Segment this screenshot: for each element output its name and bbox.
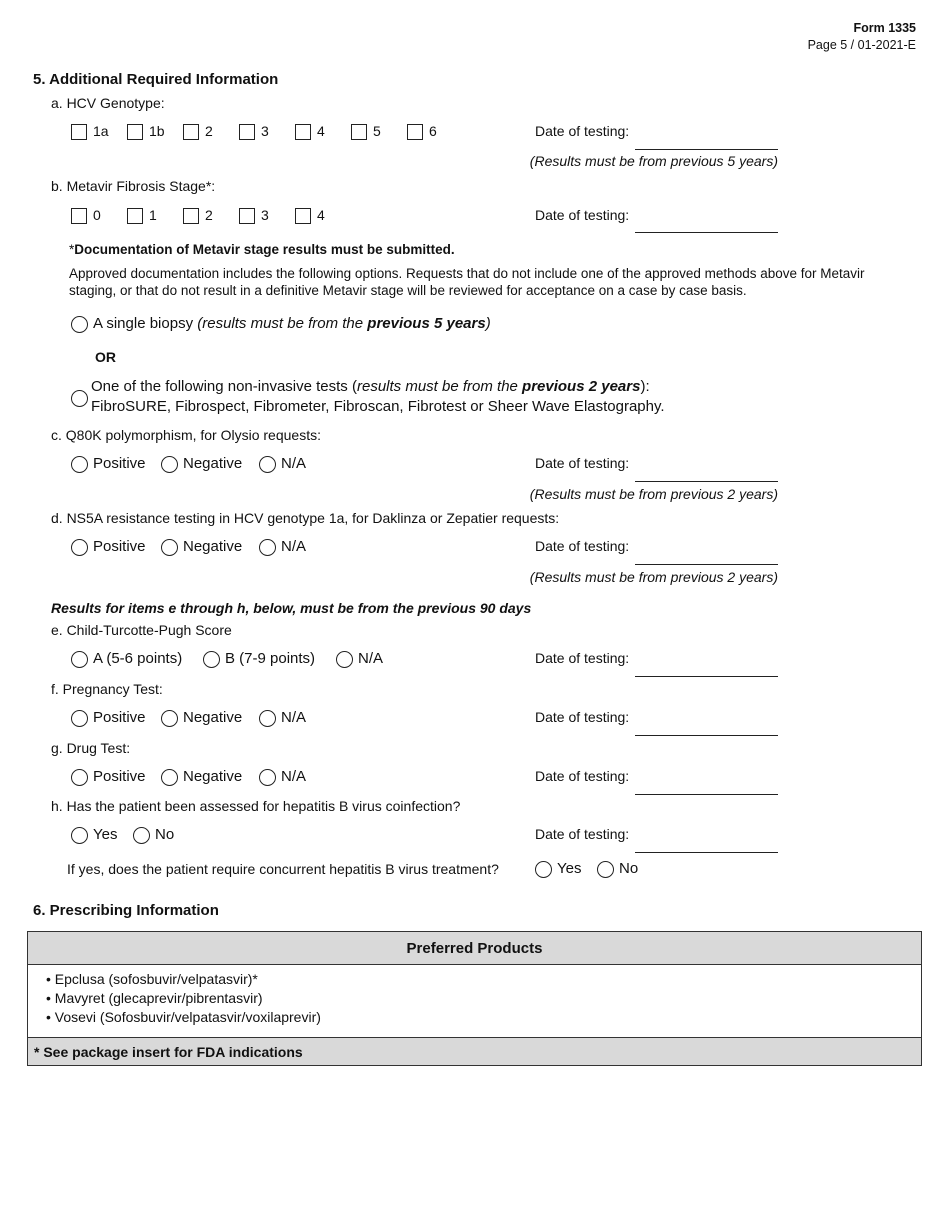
radio-circle[interactable] xyxy=(203,651,220,668)
drug-positive-radio[interactable]: Positive xyxy=(71,768,146,786)
ns5a-date-label: Date of testing: xyxy=(535,538,630,554)
checkbox-box[interactable] xyxy=(71,208,87,224)
genotype-1b-checkbox[interactable]: 1b xyxy=(127,123,165,140)
radio-circle[interactable] xyxy=(161,456,178,473)
radio-circle[interactable] xyxy=(259,456,276,473)
radio-circle[interactable] xyxy=(161,539,178,556)
pregnancy-date-label: Date of testing: xyxy=(535,709,630,725)
ns5a-negative-radio[interactable]: Negative xyxy=(161,538,242,556)
metavir-4-checkbox[interactable]: 4 xyxy=(295,207,325,224)
pregnancy-positive-radio[interactable]: Positive xyxy=(71,709,146,727)
drug-date-label: Date of testing: xyxy=(535,768,630,784)
list-item: • Epclusa (sofosbuvir/velpatasvir)* xyxy=(46,970,921,989)
pregnancy-test-label: f. Pregnancy Test: xyxy=(51,681,163,697)
radio-circle[interactable] xyxy=(71,769,88,786)
metavir-3-checkbox[interactable]: 3 xyxy=(239,207,269,224)
hepb-date-label: Date of testing: xyxy=(535,826,630,842)
checkbox-box[interactable] xyxy=(183,124,199,140)
checkbox-box[interactable] xyxy=(71,124,87,140)
single-biopsy-radio[interactable]: A single biopsy (results must be from the previous 5 years) xyxy=(71,315,491,333)
table-footer-note: * See package insert for FDA indications xyxy=(28,1038,922,1066)
hepb-date-field[interactable] xyxy=(635,834,778,853)
genotype-5-checkbox[interactable]: 5 xyxy=(351,123,381,140)
metavir-date-field[interactable] xyxy=(635,214,778,233)
metavir-label: b. Metavir Fibrosis Stage*: xyxy=(51,178,216,194)
genotype-2-checkbox[interactable]: 2 xyxy=(183,123,213,140)
ctp-score-label: e. Child-Turcotte-Pugh Score xyxy=(51,622,232,638)
non-invasive-line-2: FibroSURE, Fibrospect, Fibrometer, Fibroscan, Fibrotest or Sheer Wave Elastography. xyxy=(91,398,665,415)
metavir-0-checkbox[interactable]: 0 xyxy=(71,207,101,224)
ns5a-label: d. NS5A resistance testing in HCV genotype 1a, for Daklinza or Zepatier requests: xyxy=(51,510,560,526)
checkbox-box[interactable] xyxy=(351,124,367,140)
ns5a-results-note: (Results must be from previous 2 years) xyxy=(529,569,778,585)
checkbox-box[interactable] xyxy=(295,124,311,140)
q80k-positive-radio[interactable]: Positive xyxy=(71,455,146,473)
genotype-3-checkbox[interactable]: 3 xyxy=(239,123,269,140)
q80k-na-radio[interactable]: N/A xyxy=(259,455,306,473)
pregnancy-negative-radio[interactable]: Negative xyxy=(161,709,242,727)
list-item: • Mavyret (glecaprevir/pibrentasvir) xyxy=(46,989,921,1008)
radio-circle[interactable] xyxy=(71,456,88,473)
non-invasive-line-1: One of the following non-invasive tests (results must be from the previous 2 years): xyxy=(91,378,650,395)
hepb-treatment-question: If yes, does the patient require concurrent hepatitis B virus treatment? xyxy=(67,861,499,877)
products-list xyxy=(28,965,922,1038)
non-invasive-tests-text xyxy=(91,377,665,417)
hepb-treatment-no-radio[interactable]: No xyxy=(597,860,638,878)
radio-circle[interactable] xyxy=(71,390,88,407)
approved-documentation-text: Approved documentation includes the following options. Requests that do not include one of the approved methods above for Metavir staging, or that do not result in a definitive Metavir stage will be reviewed for acceptance on a case by case basis. xyxy=(69,266,865,298)
drug-date-field[interactable] xyxy=(635,776,778,795)
checkbox-box[interactable] xyxy=(407,124,423,140)
radio-circle[interactable] xyxy=(259,710,276,727)
radio-circle[interactable] xyxy=(71,710,88,727)
radio-circle[interactable] xyxy=(133,827,150,844)
checkbox-box[interactable] xyxy=(183,208,199,224)
radio-circle[interactable] xyxy=(71,827,88,844)
drug-test-label: g. Drug Test: xyxy=(51,740,131,756)
q80k-date-label: Date of testing: xyxy=(535,455,630,471)
section-6-title: 6. Prescribing Information xyxy=(33,902,219,919)
ctp-na-radio[interactable]: N/A xyxy=(336,650,383,668)
q80k-negative-radio[interactable]: Negative xyxy=(161,455,242,473)
radio-circle[interactable] xyxy=(161,769,178,786)
section-5-title: 5. Additional Required Information xyxy=(33,71,279,88)
hcv-genotype-label: a. HCV Genotype: xyxy=(51,95,165,111)
metavir-1-checkbox[interactable]: 1 xyxy=(127,207,157,224)
genotype-results-note: (Results must be from previous 5 years) xyxy=(529,153,778,169)
q80k-label: c. Q80K polymorphism, for Olysio requests: xyxy=(51,427,321,443)
page-number: Page 5 / 01-2021-E xyxy=(807,38,916,52)
ctp-a-radio[interactable]: A (5-6 points) xyxy=(71,650,182,668)
or-divider: OR xyxy=(95,349,116,365)
checkbox-box[interactable] xyxy=(127,124,143,140)
ninety-day-note: Results for items e through h, below, must be from the previous 90 days xyxy=(51,600,532,616)
hepb-yes-radio[interactable]: Yes xyxy=(71,826,117,844)
radio-circle[interactable] xyxy=(259,769,276,786)
drug-na-radio[interactable]: N/A xyxy=(259,768,306,786)
radio-circle[interactable] xyxy=(259,539,276,556)
hepb-coinfection-label: h. Has the patient been assessed for hepatitis B virus coinfection? xyxy=(51,798,461,814)
ns5a-positive-radio[interactable]: Positive xyxy=(71,538,146,556)
drug-negative-radio[interactable]: Negative xyxy=(161,768,242,786)
checkbox-box[interactable] xyxy=(295,208,311,224)
metavir-2-checkbox[interactable]: 2 xyxy=(183,207,213,224)
checkbox-box[interactable] xyxy=(239,208,255,224)
pregnancy-na-radio[interactable]: N/A xyxy=(259,709,306,727)
table-header: Preferred Products xyxy=(28,932,922,965)
ns5a-na-radio[interactable]: N/A xyxy=(259,538,306,556)
pregnancy-date-field[interactable] xyxy=(635,717,778,736)
hepb-no-radio[interactable]: No xyxy=(133,826,174,844)
radio-circle[interactable] xyxy=(535,861,552,878)
radio-circle[interactable] xyxy=(161,710,178,727)
ctp-b-radio[interactable]: B (7-9 points) xyxy=(203,650,315,668)
checkbox-box[interactable] xyxy=(127,208,143,224)
metavir-date-label: Date of testing: xyxy=(535,207,630,223)
form-number: Form 1335 xyxy=(853,21,916,35)
preferred-products-table xyxy=(27,931,922,1066)
genotype-4-checkbox[interactable]: 4 xyxy=(295,123,325,140)
radio-circle[interactable] xyxy=(71,539,88,556)
ctp-date-field[interactable] xyxy=(635,658,778,677)
hepb-treatment-yes-radio[interactable]: Yes xyxy=(535,860,581,878)
genotype-date-label: Date of testing: xyxy=(535,123,630,139)
list-item: • Vosevi (Sofosbuvir/velpatasvir/voxilaprevir) xyxy=(46,1008,921,1027)
ctp-date-label: Date of testing: xyxy=(535,650,630,666)
radio-circle[interactable] xyxy=(71,316,88,333)
radio-circle[interactable] xyxy=(336,651,353,668)
non-invasive-radio[interactable] xyxy=(71,389,93,407)
q80k-results-note: (Results must be from previous 2 years) xyxy=(529,486,778,502)
metavir-documentation-note: *Documentation of Metavir stage results must be submitted. xyxy=(69,242,455,257)
radio-circle[interactable] xyxy=(597,861,614,878)
radio-circle[interactable] xyxy=(71,651,88,668)
checkbox-box[interactable] xyxy=(239,124,255,140)
q80k-date-field[interactable] xyxy=(635,463,778,482)
ns5a-date-field[interactable] xyxy=(635,546,778,565)
genotype-date-field[interactable] xyxy=(635,131,778,150)
genotype-1a-checkbox[interactable]: 1a xyxy=(71,123,109,140)
genotype-6-checkbox[interactable]: 6 xyxy=(407,123,437,140)
